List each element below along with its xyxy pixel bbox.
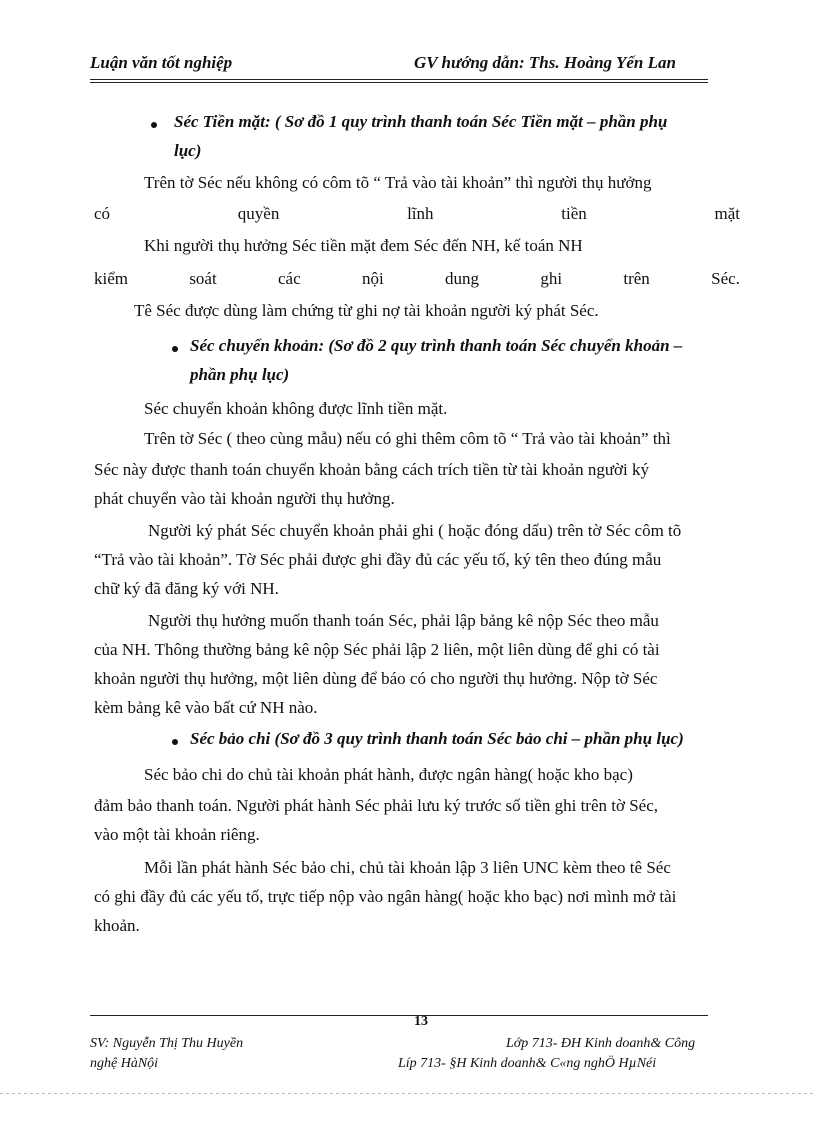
word: có [94, 204, 111, 223]
section-title-transfer: Séc chuyển khoản: (Sơ đồ 2 quy trình thanh toán Séc chuyển khoản – [190, 336, 683, 355]
paragraph-line: Séc chuyển khoản không được lĩnh tiền mặt. [144, 399, 448, 418]
paragraph-line: của NH. Thông thường bảng kê nộp Séc phải lập 2 liên, một liên dùng để ghi có tài [94, 640, 660, 659]
paragraph-line: Séc bảo chi do chủ tài khoản phát hành, được ngân hàng( hoặc kho bạc) [144, 765, 633, 784]
header-rule-2 [90, 82, 708, 83]
paragraph-line: Trên tờ Séc nếu không có côm tõ “ Trả vào tài khoản” thì người thụ hưởng [144, 173, 652, 192]
header-right: GV hướng dẫn: Ths. Hoàng Yến Lan [414, 53, 676, 72]
footer-class: Lớp 713- ĐH Kinh doanh& Công [506, 1036, 696, 1051]
paragraph-line: phát chuyển vào tài khoản người thụ hưởng. [94, 489, 395, 508]
justified-line [94, 264, 740, 294]
paragraph-line: Séc này được thanh toán chuyển khoản bằng cách trích tiền từ tài khoản người ký [94, 460, 649, 479]
section-title-transfer-cont: phần phụ lục) [190, 365, 290, 384]
paragraph-line: Người thụ hưởng muốn thanh toán Séc, phải lập bảng kê nộp Séc theo mẫu [148, 611, 659, 630]
word: Séc. [711, 269, 740, 288]
section-title-cash: Séc Tiền mặt: ( Sơ đồ 1 quy trình thanh toán Séc Tiền mặt – phần phụ [174, 112, 668, 131]
justified-line [94, 199, 740, 229]
paragraph-line: “Trả vào tài khoản”. Tờ Séc phải được ghi đầy đủ các yếu tố, ký tên theo đúng mẫu [94, 550, 662, 569]
bullet-icon [151, 122, 157, 128]
word: trên [623, 269, 650, 288]
paragraph-line: Tê Séc được dùng làm chứng từ ghi nợ tài khoản người ký phát Séc. [134, 301, 599, 320]
word: tiền [561, 204, 587, 223]
paragraph-line: kèm bảng kê vào bất cứ NH nào. [94, 698, 318, 717]
word: lĩnh [407, 204, 434, 223]
word: các [278, 269, 301, 288]
page-number: 13 [414, 1014, 428, 1029]
page-edge-divider [0, 1093, 816, 1094]
section-title-certified-rest: (Sơ đồ 3 quy trình thanh toán Séc bảo chi – phần phụ lục) [270, 729, 684, 748]
paragraph-line: Mỗi lần phát hành Séc bảo chi, chủ tài khoản lập 3 liên UNC kèm theo tê Séc [144, 858, 671, 877]
section-title-certified [190, 729, 684, 749]
header-rule [90, 79, 708, 80]
bullet-icon [172, 739, 178, 745]
paragraph-line: vào một tài khoản riêng. [94, 825, 260, 844]
word: quyền [237, 204, 280, 223]
paragraph-line: Người ký phát Séc chuyển khoản phải ghi ( hoặc đóng dấu) trên tờ Séc côm tõ [148, 521, 682, 540]
paragraph-line: chữ ký đã đăng ký với NH. [94, 579, 279, 598]
section-title-cash-cont: lục) [174, 141, 202, 160]
header-left: Luận văn tốt nghiệp [90, 53, 233, 72]
word: soát [189, 269, 217, 288]
word: mặt [714, 204, 740, 223]
word: kiểm [94, 269, 128, 288]
paragraph-line: có ghi đầy đủ các yếu tố, trực tiếp nộp vào ngân hàng( hoặc kho bạc) nơi mình mở tài [94, 887, 677, 906]
footer-line2-right: Líp 713- §H Kinh doanh& C«ng nghÖ HµNéi [398, 1056, 657, 1071]
bullet-icon [172, 346, 178, 352]
paragraph-line: đảm bảo thanh toán. Người phát hành Séc phải lưu ký trước số tiền ghi trên tờ Séc, [94, 796, 659, 815]
paragraph-line: Khi người thụ hưởng Séc tiền mặt đem Séc đến NH, kế toán NH [144, 236, 583, 255]
word: ghi [540, 269, 563, 288]
word: nội [361, 269, 384, 288]
section-title-certified-bold: Séc bảo chi [190, 729, 271, 748]
word: dung [445, 269, 480, 288]
paragraph-line: khoản người thụ hưởng, một liên dùng để báo có cho người thụ hưởng. Nộp tờ Séc [94, 669, 658, 688]
paragraph-line: Trên tờ Séc ( theo cùng mẫu) nếu có ghi thêm côm tõ “ Trả vào tài khoản” thì [144, 429, 671, 448]
footer-student: SV: Nguyễn Thị Thu Huyền [90, 1036, 244, 1051]
footer-line2-left: nghệ HàNội [90, 1056, 159, 1071]
paragraph-line: khoản. [94, 916, 140, 935]
footer-rule [90, 1015, 708, 1016]
